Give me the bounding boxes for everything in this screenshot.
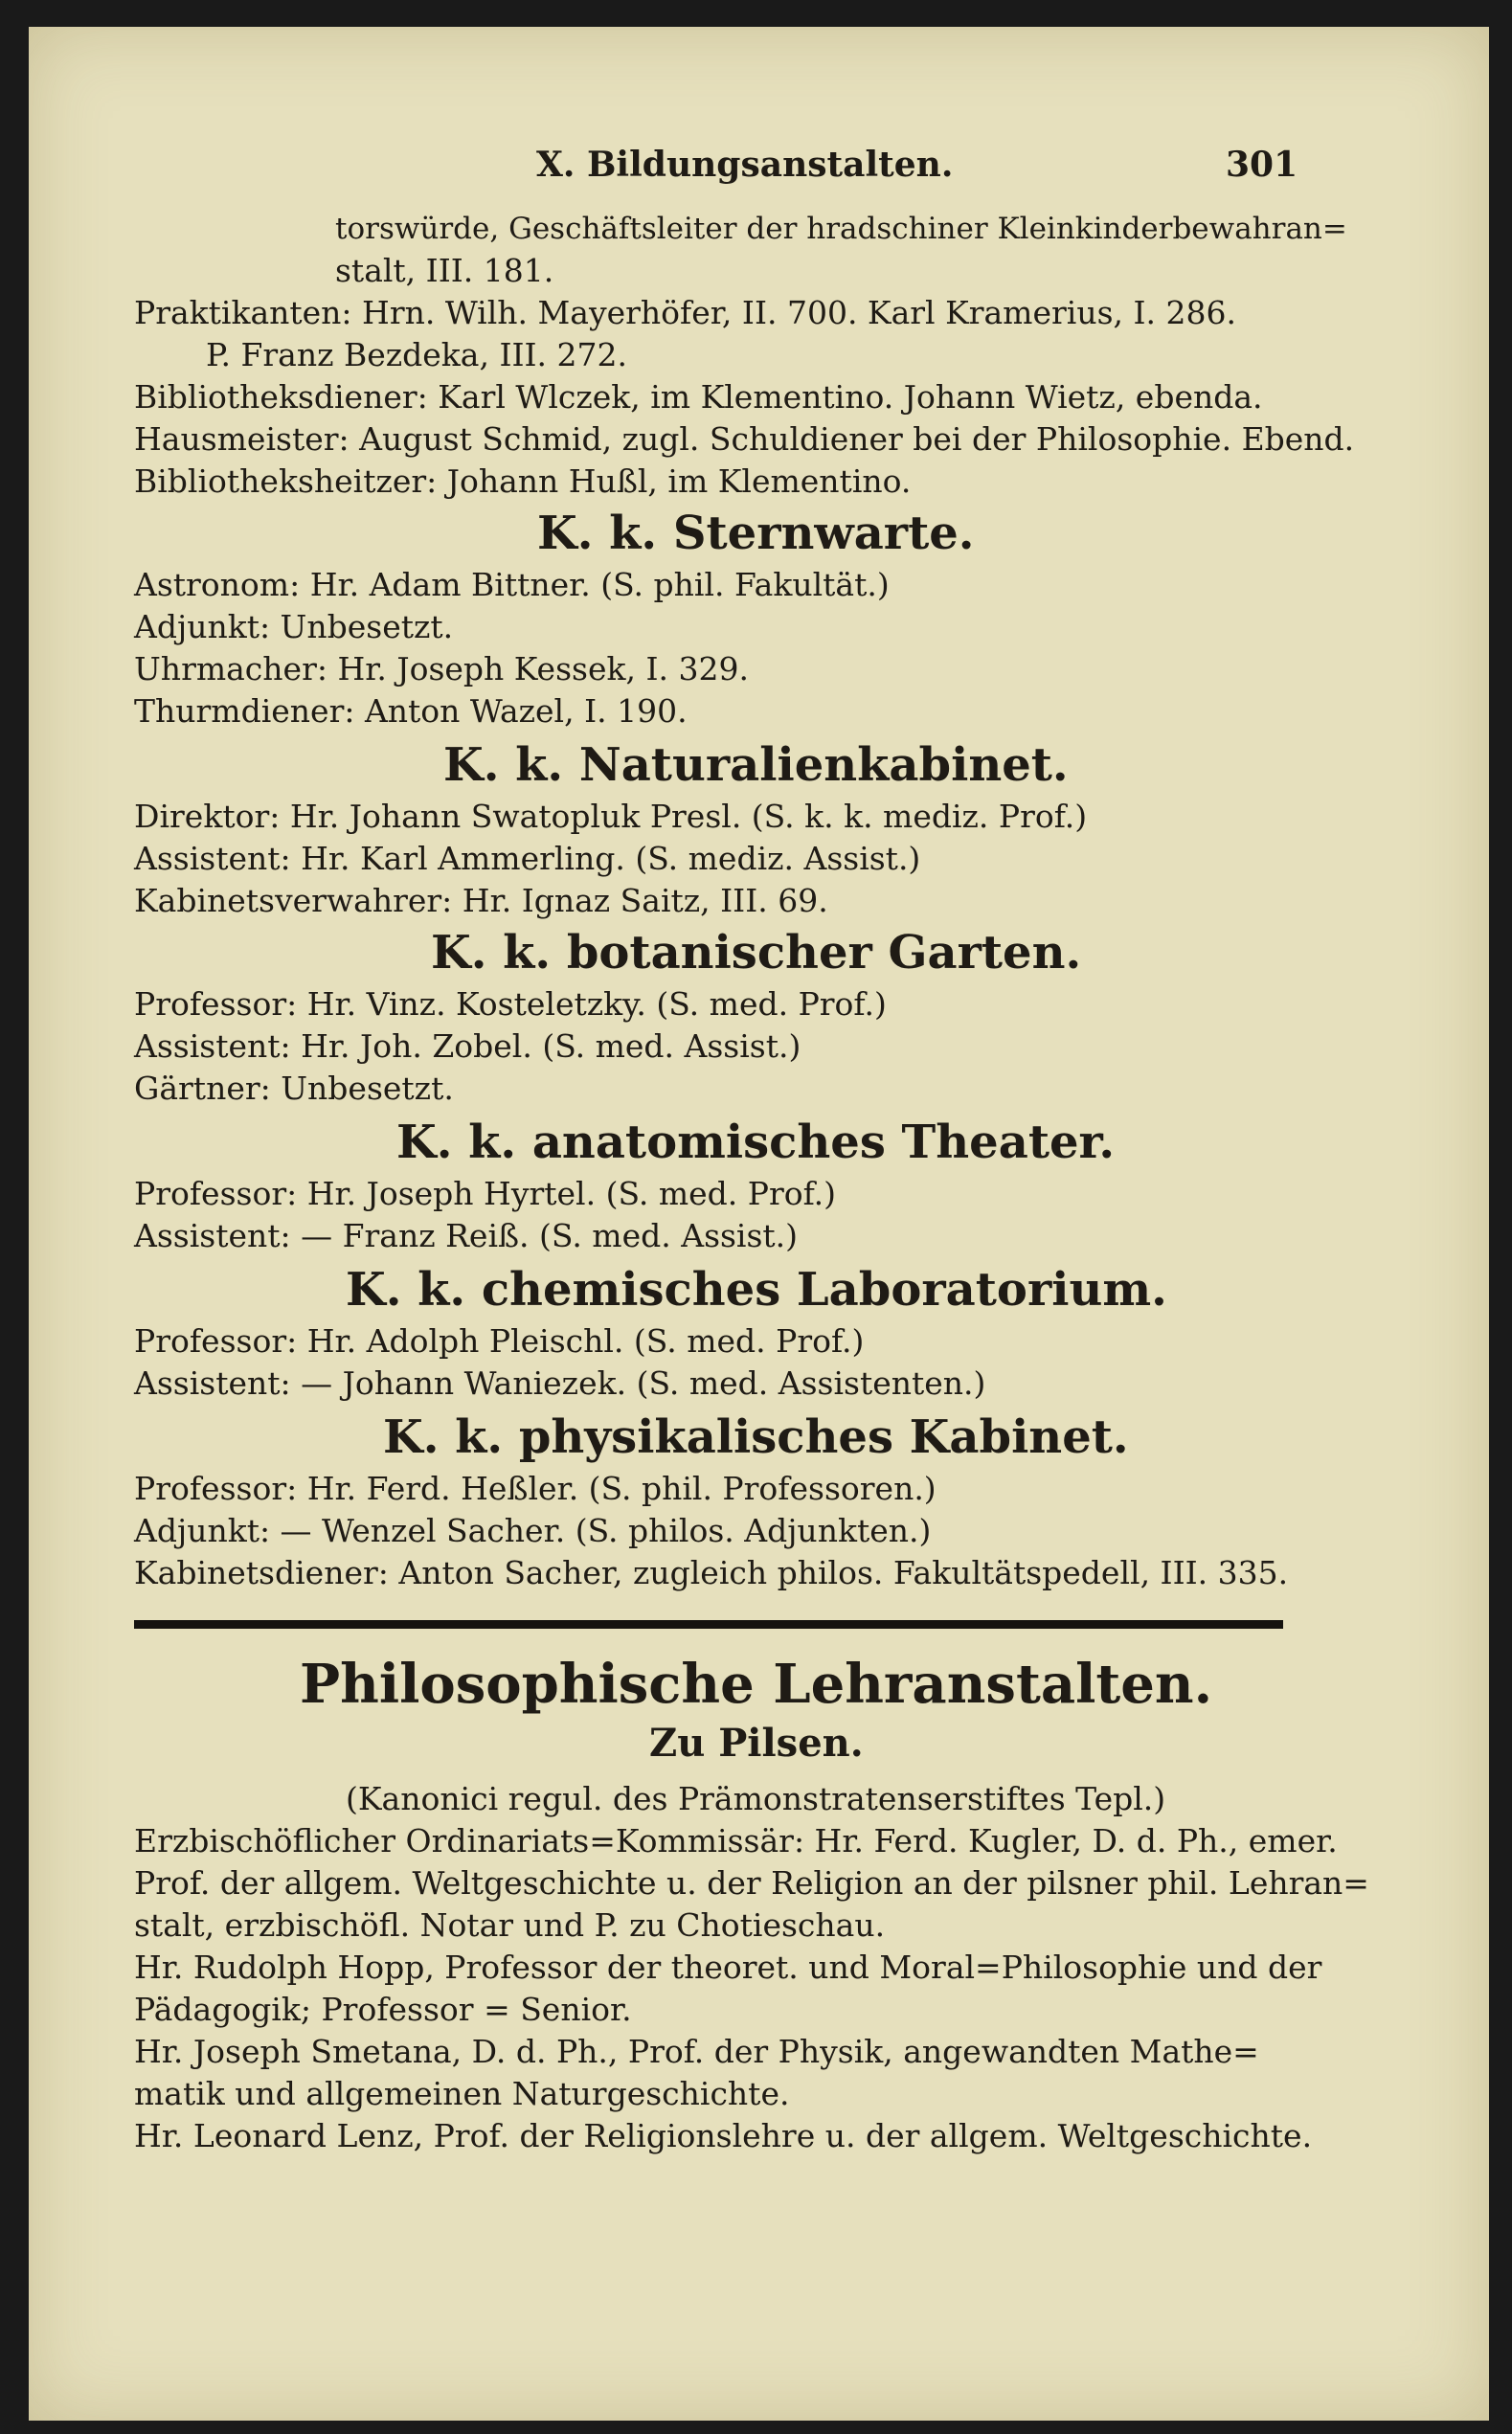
section-heading-physik: K. k. physikalisches Kabinet. <box>383 1410 1129 1464</box>
text-line: matik und allgemeinen Naturgeschichte. <box>134 2075 790 2112</box>
text-line: Bibliotheksdiener: Karl Wlczek, im Klementino. Johann Wietz, ebenda. <box>134 378 1263 416</box>
text-line: Adjunkt: Unbesetzt. <box>134 608 454 645</box>
text-line: Uhrmacher: Hr. Joseph Kessek, I. 329. <box>134 650 749 687</box>
text-line: Praktikanten: Hrn. Wilh. Mayerhöfer, II. 700. Karl Kramerius, I. 286. <box>134 294 1236 331</box>
text-line: Assistent: — Johann Waniezek. (S. med. Assistenten.) <box>134 1364 986 1402</box>
text-line: Erzbischöflicher Ordinariats=Kommissär: Hr. Ferd. Kugler, D. d. Ph., emer. <box>134 1822 1338 1859</box>
section-divider <box>134 1620 1283 1629</box>
section-heading-labor: K. k. chemisches Laboratorium. <box>346 1263 1167 1317</box>
text-line: Prof. der allgem. Weltgeschichte u. der Religion an der pilsner phil. Lehran= <box>134 1864 1369 1902</box>
institution-note: (Kanonici regul. des Prämonstratenserstiftes Tepl.) <box>346 1780 1166 1817</box>
text-line: Assistent: — Franz Reiß. (S. med. Assist.) <box>134 1217 799 1254</box>
section-heading-theater: K. k. anatomisches Theater. <box>396 1116 1116 1169</box>
subheading-pilsen: Zu Pilsen. <box>649 1721 864 1766</box>
text-line: Pädagogik; Professor = Senior. <box>134 1991 632 2028</box>
text-line: Gärtner: Unbesetzt. <box>134 1070 454 1107</box>
page-number: 301 <box>1226 145 1298 185</box>
text-line: Bibliotheksheitzer: Johann Hußl, im Klementino. <box>134 462 912 500</box>
section-heading-naturalien: K. k. Naturalienkabinet. <box>443 738 1069 792</box>
text-line: Hausmeister: August Schmid, zugl. Schuldiener bei der Philosophie. Ebend. <box>134 420 1355 458</box>
text-line: Thurmdiener: Anton Wazel, I. 190. <box>134 692 688 730</box>
running-head-title: X. Bildungsanstalten. <box>536 145 954 185</box>
text-line: Professor: Hr. Joseph Hyrtel. (S. med. Prof.) <box>134 1175 837 1212</box>
text-line: Kabinetsdiener: Anton Sacher, zugleich philos. Fakultätspedell, III. 335. <box>134 1554 1289 1591</box>
text-line: Hr. Rudolph Hopp, Professor der theoret. und Moral=Philosophie und der <box>134 1949 1322 1986</box>
text-line: Professor: Hr. Adolph Pleischl. (S. med. Prof.) <box>134 1322 865 1360</box>
section-heading-garten: K. k. botanischer Garten. <box>431 926 1082 980</box>
text-line: Assistent: Hr. Joh. Zobel. (S. med. Assist.) <box>134 1027 801 1065</box>
text-line: stalt, erzbischöfl. Notar und P. zu Chotieschau. <box>134 1906 886 1944</box>
text-line: Adjunkt: — Wenzel Sacher. (S. philos. Adjunkten.) <box>134 1512 932 1549</box>
text-line: Astronom: Hr. Adam Bittner. (S. phil. Fakultät.) <box>134 566 890 603</box>
text-line: Hr. Joseph Smetana, D. d. Ph., Prof. der Physik, angewandten Mathe= <box>134 2033 1259 2070</box>
text-line: P. Franz Bezdeka, III. 272. <box>206 336 628 373</box>
text-line: Kabinetsverwahrer: Hr. Ignaz Saitz, III. 69. <box>134 882 828 919</box>
section-heading-sternwarte: K. k. Sternwarte. <box>537 507 975 560</box>
section-heading-philosophie: Philosophische Lehranstalten. <box>300 1653 1213 1716</box>
text-line: Hr. Leonard Lenz, Prof. der Religionslehre u. der allgem. Weltgeschichte. <box>134 2117 1313 2154</box>
text-line: Professor: Hr. Ferd. Heßler. (S. phil. Professoren.) <box>134 1470 937 1507</box>
text-line: Assistent: Hr. Karl Ammerling. (S. mediz. Assist.) <box>134 840 921 877</box>
text-line: Professor: Hr. Vinz. Kosteletzky. (S. med. Prof.) <box>134 985 887 1023</box>
text-line: Direktor: Hr. Johann Swatopluk Presl. (S. k. k. mediz. Prof.) <box>134 798 1088 835</box>
text-line: stalt, III. 181. <box>335 252 554 289</box>
text-line: torswürde, Geschäftsleiter der hradschiner Kleinkinderbewahran= <box>335 212 1347 246</box>
